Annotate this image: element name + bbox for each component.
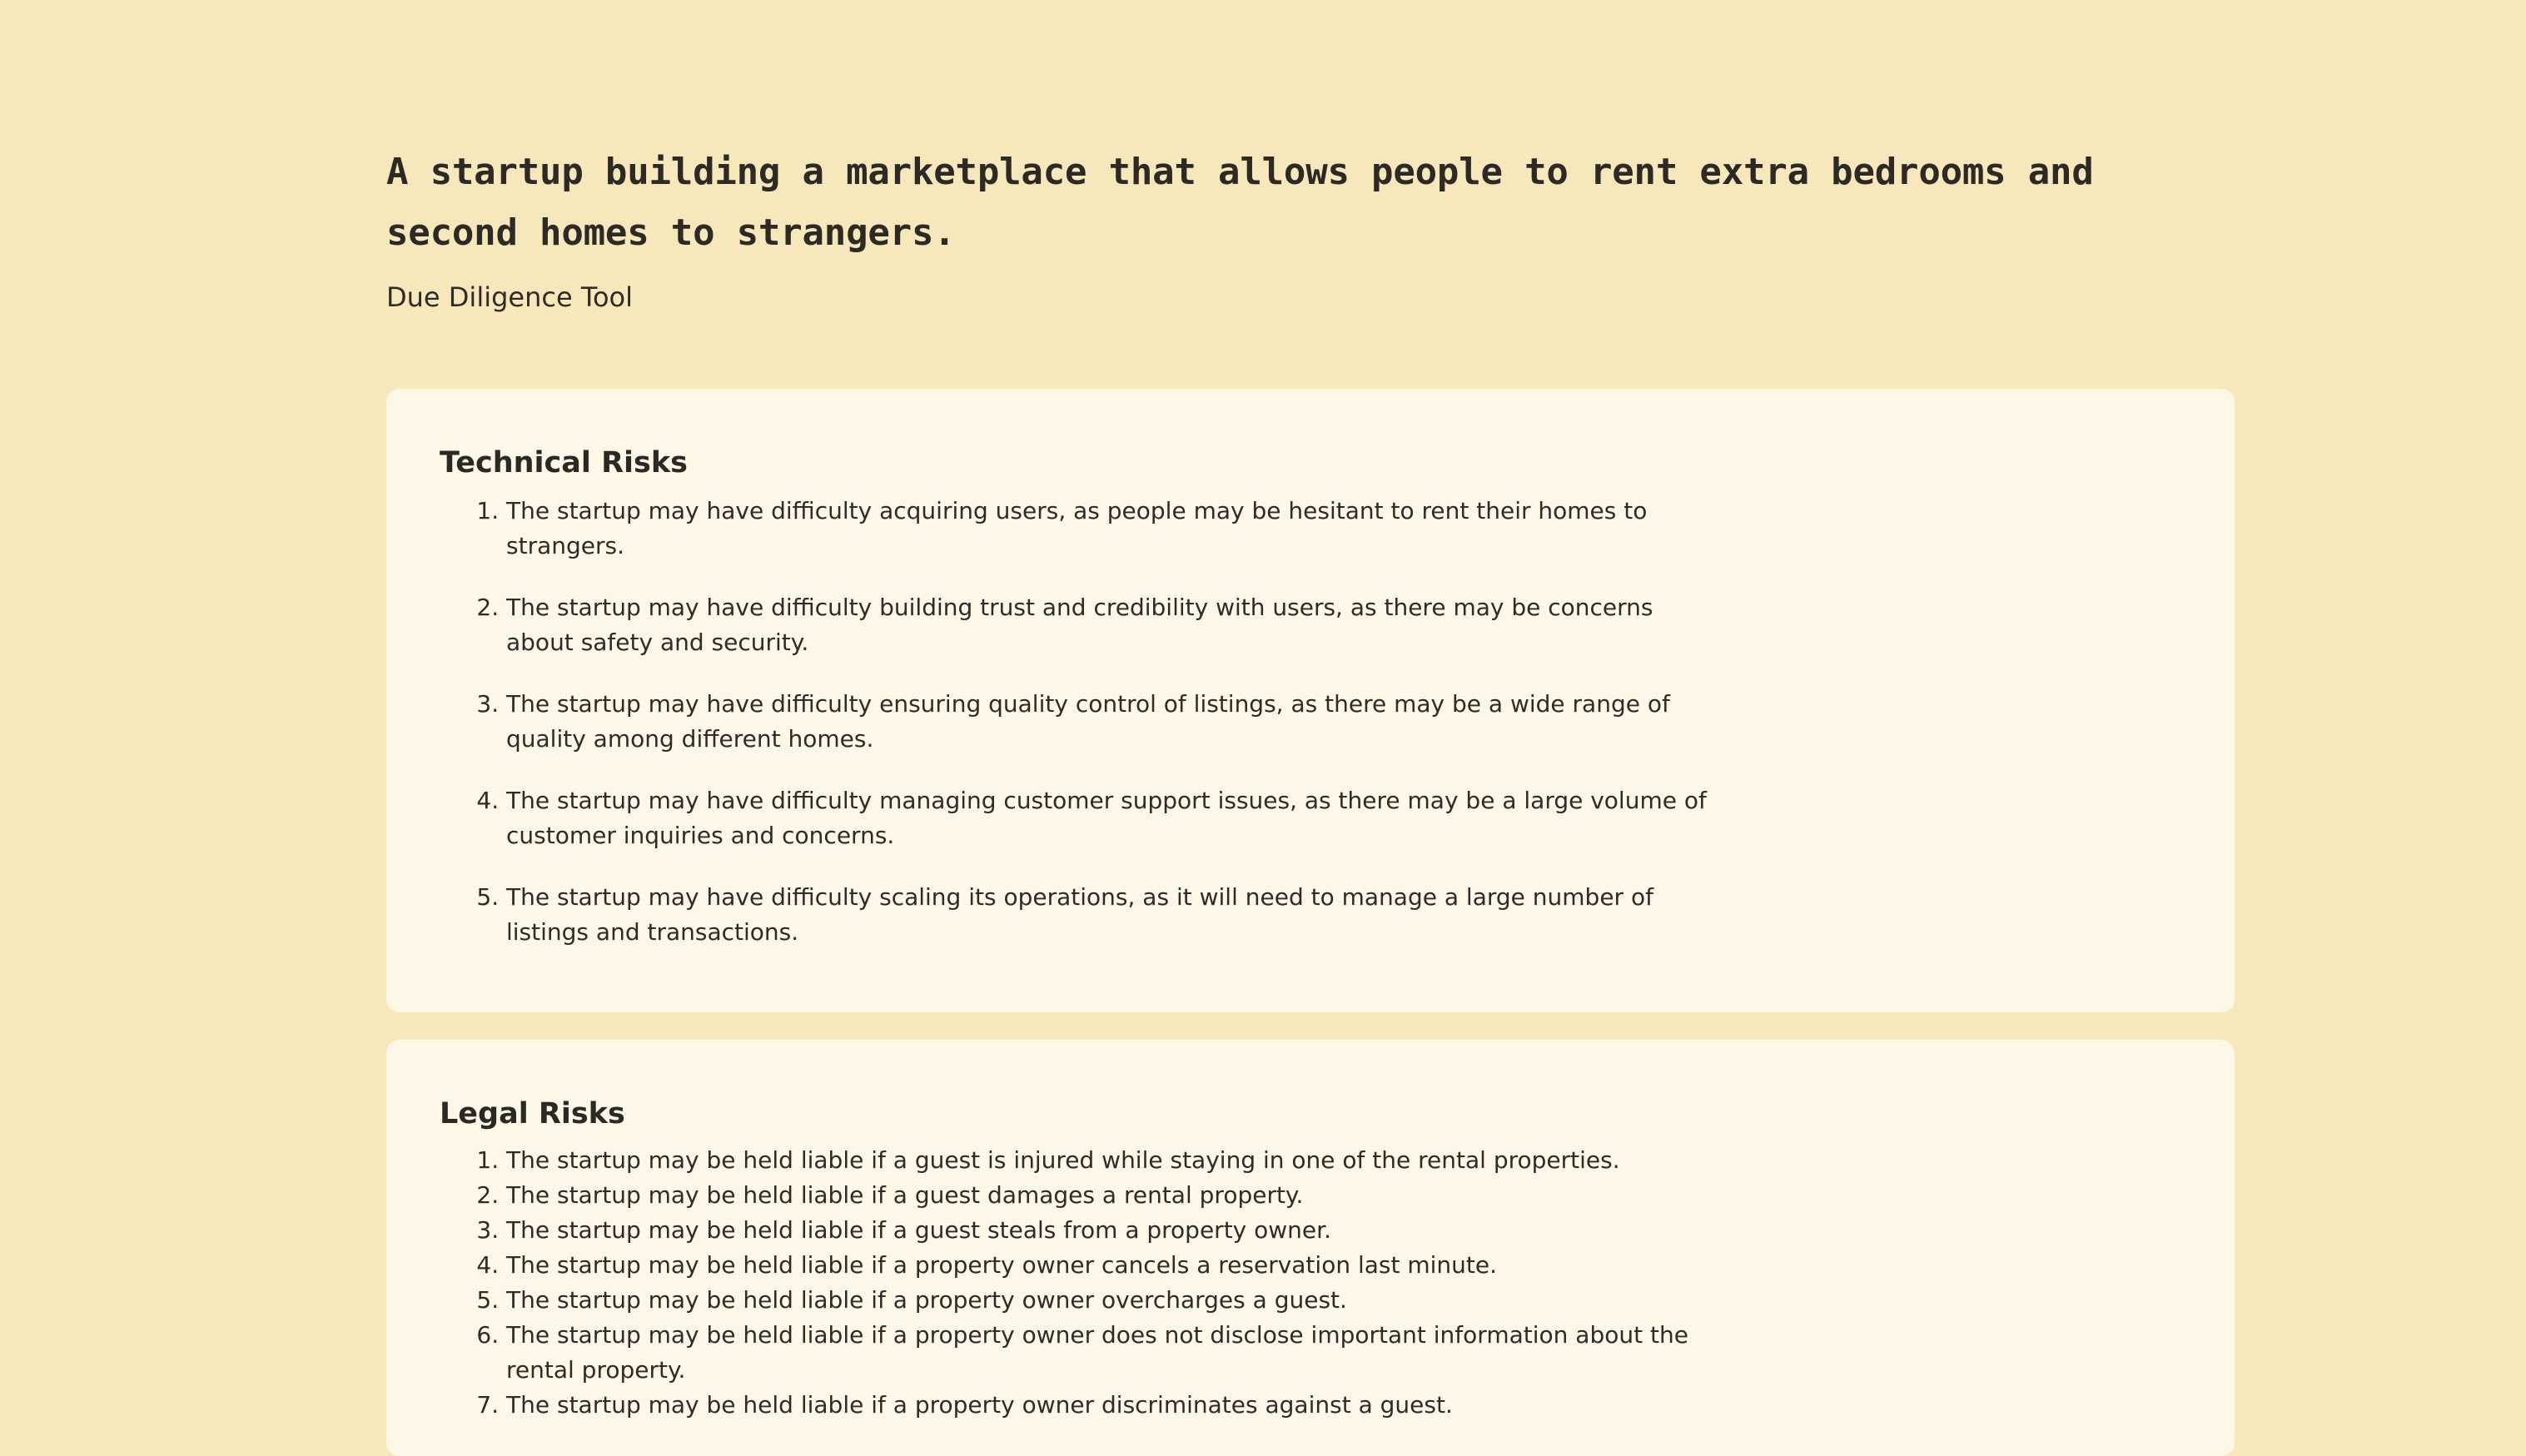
list-item: 7. The startup may be held liable if a property owner discriminates against a guest.	[506, 1388, 1722, 1423]
page-header	[386, 142, 2235, 313]
list-item: 3. The startup may have difficulty ensuring quality control of listings, as there may be a wide range of quality among different homes.	[506, 687, 1722, 757]
list-item: 4. The startup may be held liable if a property owner cancels a reservation last minute.	[506, 1248, 1722, 1283]
page-title: A startup building a marketplace that allows people to rent extra bedrooms and second homes to strangers.	[386, 151, 2094, 254]
legal-risks-card	[386, 1040, 2235, 1456]
technical-risks-list	[440, 494, 1722, 950]
list-item: 5. The startup may be held liable if a property owner overcharges a guest.	[506, 1283, 1722, 1318]
list-item: 1. The startup may be held liable if a guest is injured while staying in one of the rental properties.	[506, 1143, 1722, 1178]
section-title: Legal Risks	[440, 1097, 625, 1131]
list-item: 5. The startup may have difficulty scaling its operations, as it will need to manage a large number of listings and transactions.	[506, 880, 1722, 950]
list-item: 3. The startup may be held liable if a guest steals from a property owner.	[506, 1213, 1722, 1248]
section-title: Technical Risks	[440, 446, 688, 480]
list-item: 1. The startup may have difficulty acquiring users, as people may be hesitant to rent their homes to strangers.	[506, 494, 1722, 564]
technical-risks-card	[386, 389, 2235, 1012]
list-item: 2. The startup may be held liable if a guest damages a rental property.	[506, 1178, 1722, 1213]
list-item: 4. The startup may have difficulty managing customer support issues, as there may be a large volume of customer inquiries and concerns.	[506, 783, 1722, 853]
list-item: 6. The startup may be held liable if a property owner does not disclose important information about the rental property.	[506, 1318, 1722, 1388]
legal-risks-list	[440, 1143, 1722, 1423]
page-subtitle: Due Diligence Tool	[386, 281, 633, 313]
list-item: 2. The startup may have difficulty building trust and credibility with users, as there may be concerns about safety and security.	[506, 590, 1722, 660]
